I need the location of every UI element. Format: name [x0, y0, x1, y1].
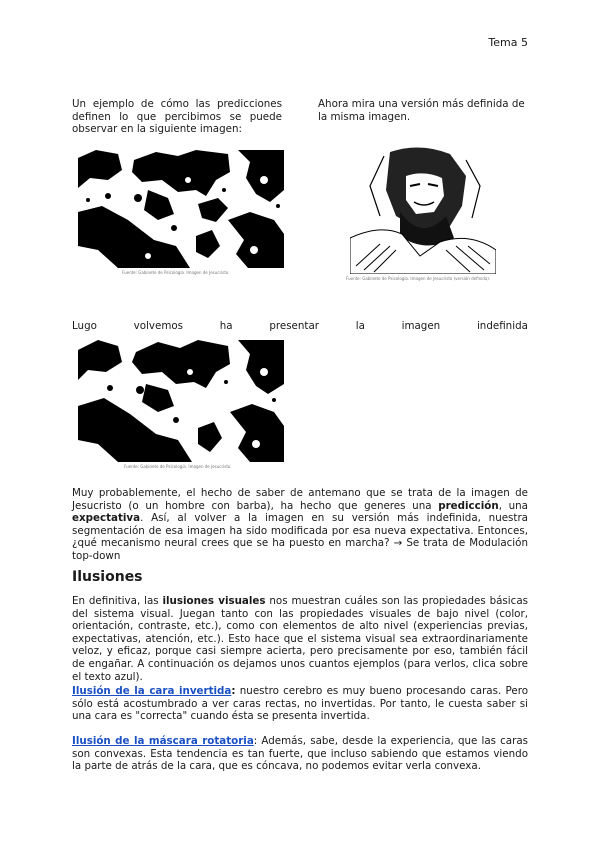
inverted-face-paragraph: [72, 685, 528, 723]
blurry-image-2: [78, 340, 284, 462]
section-title: Ilusiones: [72, 569, 143, 585]
figure-2-caption: Fuente: Gabinete de Psicología. Imagen de Jesucristo (versión definida).: [346, 276, 491, 281]
prediction-paragraph: [72, 487, 528, 563]
figure-3-caption: Fuente: Gabinete de Psicología. Imagen de Jesucristo.: [124, 464, 232, 469]
paragraph-text: Muy probablemente, el hecho de saber de antemano que se trata de la imagen de Jesucristo (o un hombre con barba), ha hecho que generes una: [72, 487, 528, 512]
clear-image-drawing: [350, 146, 496, 274]
illusions-paragraph: [72, 595, 528, 683]
lugo-word: presentar: [269, 320, 319, 332]
figure-1-caption: Fuente: Gabinete de Psicología. Imagen de Jesucristo.: [122, 270, 230, 275]
lugo-word: indefinida: [476, 320, 528, 332]
paragraph-text: , una: [498, 499, 528, 512]
paragraph-text: nuestro cerebro es muy bueno procesando caras. Pero sólo está acostumbrado a ver caras rectas, no invertidas. Por tanto, le cuesta saber si una cara es "correcta" cuando ésta se presenta invertida.: [72, 685, 528, 723]
lugo-word: volvemos: [133, 320, 184, 332]
lugo-line: [72, 320, 528, 332]
lugo-word: ha: [219, 320, 233, 332]
bold-term-expectativa: expectativa: [72, 512, 141, 525]
lugo-word: imagen: [401, 320, 441, 332]
inverted-face-link[interactable]: Ilusión de la cara invertida: [72, 685, 232, 697]
paragraph-text: nos muestran cuáles son las propiedades básicas del sistema visual. Juegan tanto con las propiedades visuales de bajo nivel (color, orientación, contraste, etc.), como con elementos de alto nivel (experiencias previas, expectativas, atención, etc.). Esto hace que el sistema visual sea extraordinariamente veloz, y eficaz, porque casi siempre acierta, pero precisamente por eso, también fácil de engañar. A continuación os dejamos unos cuantos ejemplos (para verlos, clica sobre el texto azul).: [72, 595, 528, 683]
clear-image-figure: [346, 146, 496, 282]
blurry-image-1: [78, 150, 284, 268]
intro-left-text: Un ejemplo de cómo las predicciones definen lo que percibimos se puede observar en la siguiente imagen:: [72, 98, 282, 136]
bold-term-prediccion: predicción: [438, 499, 499, 512]
paragraph-text: . Así, al volver a la imagen en su versión más indefinida, nuestra segmentación de esa imagen ha sido modificada por esa nueva expectativa. Entonces, ¿qué mecanismo neural crees que se ha puesto en marcha? → Se trata de Modulación top-down: [72, 512, 528, 562]
rotating-mask-paragraph: [72, 735, 528, 773]
page-header-topic: Tema 5: [488, 36, 528, 49]
blurry-image-figure-2: [78, 340, 284, 472]
intro-right-text: Ahora mira una versión más definida de la misma imagen.: [318, 98, 525, 123]
paragraph-text: En definitiva, las: [72, 595, 163, 607]
lugo-word: Lugo: [72, 320, 97, 332]
lugo-word: la: [355, 320, 365, 332]
paragraph-text: : Además, sabe, desde la experiencia, que las caras son convexas. Esta tendencia es tan fuerte, que incluso sabiendo que estamos viendo la parte de atrás de la cara, que es cóncava, no podemos evitar verla convexa.: [72, 735, 529, 773]
bold-term-ilusiones-visuales: ilusiones visuales: [162, 595, 266, 607]
link-colon: :: [231, 685, 236, 697]
blurry-image-figure-1: [78, 150, 284, 274]
rotating-mask-link[interactable]: Ilusión de la máscara rotatoria: [72, 735, 254, 747]
